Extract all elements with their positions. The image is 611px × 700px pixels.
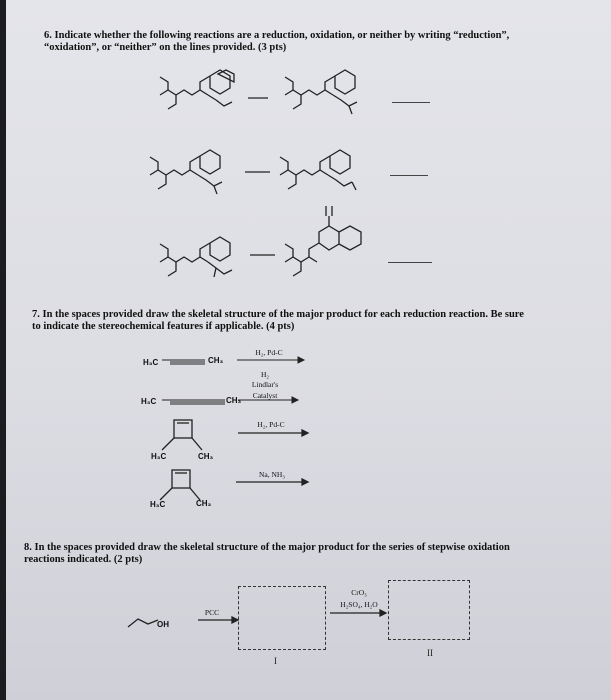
- q8-answer-box-1[interactable]: [238, 586, 326, 650]
- q7-instructions-line1: 7. In the spaces provided draw the skeletal structure of the major product for each reduction reaction. Be sure: [32, 309, 524, 320]
- q7-rxn4-left-label: H₃C: [150, 500, 166, 509]
- q7-rxn2-reagent-h2: H₂: [260, 370, 270, 379]
- q7-rxn4-right-label: CH₃: [196, 499, 212, 508]
- q6-instructions-line1: 6. Indicate whether the following reactions are a reduction, oxidation, or neither by writing “reduction”,: [44, 30, 510, 41]
- q7-rxn1-left-label: H₃C: [143, 358, 159, 367]
- q7-rxn3-reagent: H₂, Pd-C: [257, 420, 285, 429]
- q7-rxn2-right-label: CH₃: [226, 396, 242, 405]
- q8-reagent-pcc: PCC: [204, 608, 220, 617]
- q8-reagent-h2so4: H₂SO₄, H₂O: [340, 600, 378, 609]
- q8-oh-label: OH: [157, 620, 169, 629]
- q8-instructions-line2: reactions indicated. (2 pts): [24, 554, 143, 565]
- q7-rxn3-right-label: CH₃: [198, 452, 214, 461]
- q7-rxn2-reagent-catalyst: Catalyst: [252, 391, 278, 400]
- q8-box1-label: I: [274, 656, 277, 666]
- q7-rxn4-reagent: Na, NH₃: [259, 470, 285, 479]
- q7-rxn1-right-label: CH₃: [208, 356, 224, 365]
- q7-rxn2-left-label: H₃C: [141, 397, 157, 406]
- q8-answer-box-2[interactable]: [388, 580, 470, 640]
- q8-instructions-line1: 8. In the spaces provided draw the skeletal structure of the major product for the series of stepwise oxidation: [24, 542, 510, 553]
- q7-rxn3-left-label: H₃C: [151, 452, 167, 461]
- q6-instructions-line2: “oxidation”, or “neither” on the lines provided. (3 pts): [44, 42, 287, 53]
- q8-reagent-cro3: CrO₃: [351, 588, 367, 597]
- q7-instructions-line2: to indicate the stereochemical features if applicable. (4 pts): [32, 321, 295, 332]
- q8-box2-label: II: [427, 648, 433, 658]
- q7-rxn2-reagent-lindlar: Lindlar's: [251, 380, 279, 389]
- q7-rxn1-reagent: H₂, Pd-C: [255, 348, 283, 357]
